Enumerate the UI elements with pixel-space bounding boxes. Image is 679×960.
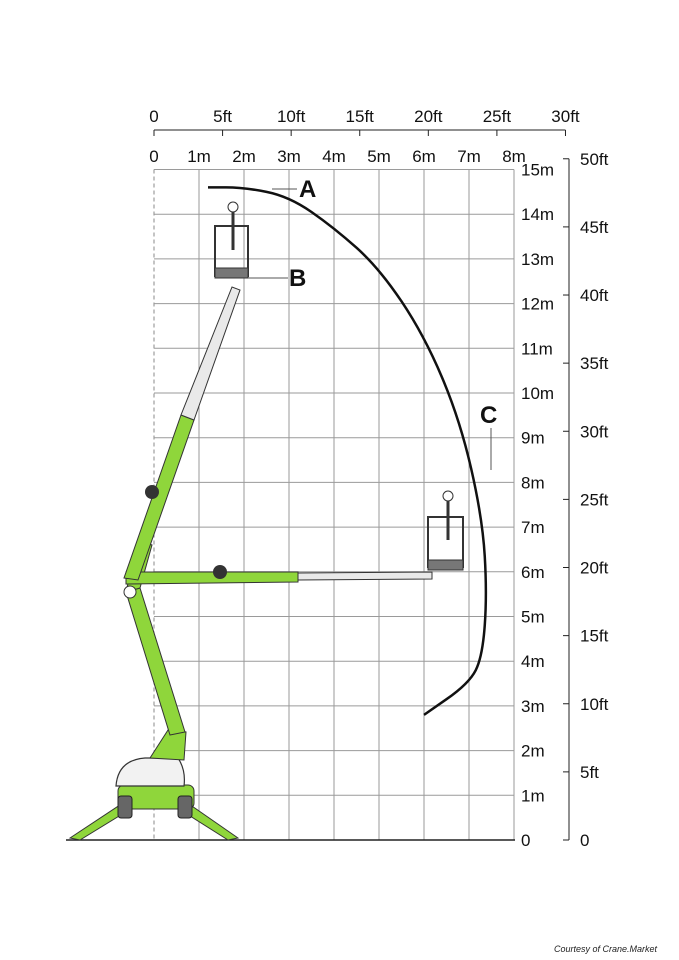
right-ft-tick-label: 15ft (580, 626, 609, 646)
credit-text: Courtesy of Crane.Market (553, 944, 657, 954)
right-m-tick-label: 8m (521, 473, 545, 493)
right-m-tick-label: 10m (521, 384, 555, 403)
top-ft-tick-label: 25ft (482, 107, 512, 126)
right-ft-tick-label: 10ft (580, 694, 609, 714)
right-ft-tick-label: 30ft (580, 422, 609, 442)
right-m-tick-label: 9m (521, 428, 545, 448)
right-m-tick-label: 7m (521, 518, 545, 538)
top-m-tick-label: 0 (149, 147, 159, 166)
right-m-tick-label: 5m (521, 607, 545, 627)
marker-a: A (299, 176, 317, 203)
turret (150, 730, 186, 760)
top-m-tick-label: 5m (367, 147, 391, 166)
right-m-tick-label: 6m (521, 562, 545, 582)
right-ft-tick-label: 5ft (580, 762, 599, 782)
pivot (124, 586, 136, 598)
top-m-tick-label: 8m (502, 147, 526, 166)
telescope-horizontal (298, 572, 432, 580)
telescope-upper (181, 287, 240, 420)
marker-c: C (480, 402, 498, 429)
envelope-path (208, 187, 486, 714)
marker-b: B (289, 265, 307, 292)
upper-platform (215, 202, 248, 278)
outreach-platform (428, 491, 463, 570)
right-m-tick-label: 2m (521, 741, 545, 761)
right-ft-tick-label: 35ft (580, 354, 609, 374)
right-ft-tick-label: 50ft (580, 149, 609, 169)
axes (154, 130, 569, 840)
right-m-tick-label: 1m (521, 786, 545, 806)
spider-lift-machine (70, 202, 463, 840)
right-m-tick-label: 13m (521, 249, 555, 269)
right-m-tick-label: 4m (521, 652, 545, 672)
top-ft-tick-label: 0 (149, 107, 159, 126)
right-ft-tick-label: 25ft (580, 490, 609, 510)
upper-joint (145, 485, 159, 499)
top-ft-tick-label: 30ft (551, 107, 580, 126)
top-m-tick-label: 3m (277, 147, 301, 166)
right-m-tick-label: 12m (521, 294, 555, 314)
right-ft-tick-label: 45ft (580, 217, 609, 237)
track-left (118, 796, 132, 818)
right-ft-tick-label: 40ft (580, 286, 609, 306)
track-right (178, 796, 192, 818)
right-m-tick-label: 11m (521, 339, 553, 359)
right-m-tick-label: 0 (521, 831, 531, 850)
top-ft-tick-label: 10ft (276, 107, 306, 126)
upper-boom (124, 415, 194, 580)
top-m-tick-label: 7m (457, 147, 481, 166)
right-ft-tick-label: 0 (580, 831, 590, 850)
top-ft-tick-label: 5ft (213, 107, 233, 126)
top-ft-tick-label: 15ft (345, 107, 374, 126)
top-ft-tick-label: 20ft (414, 107, 443, 126)
top-m-tick-label: 1m (187, 147, 211, 166)
engine-cover (116, 758, 184, 786)
horizontal-boom (126, 572, 298, 584)
working-envelope-curve (208, 187, 486, 714)
top-m-tick-label: 6m (412, 147, 436, 166)
top-m-tick-label: 2m (232, 147, 256, 166)
right-m-tick-label: 15m (521, 160, 555, 180)
right-ft-tick-label: 20ft (580, 558, 609, 578)
right-m-tick-label: 14m (521, 205, 555, 225)
boom-joint (213, 565, 227, 579)
right-m-tick-label: 3m (521, 696, 545, 716)
top-m-tick-label: 4m (322, 147, 346, 166)
